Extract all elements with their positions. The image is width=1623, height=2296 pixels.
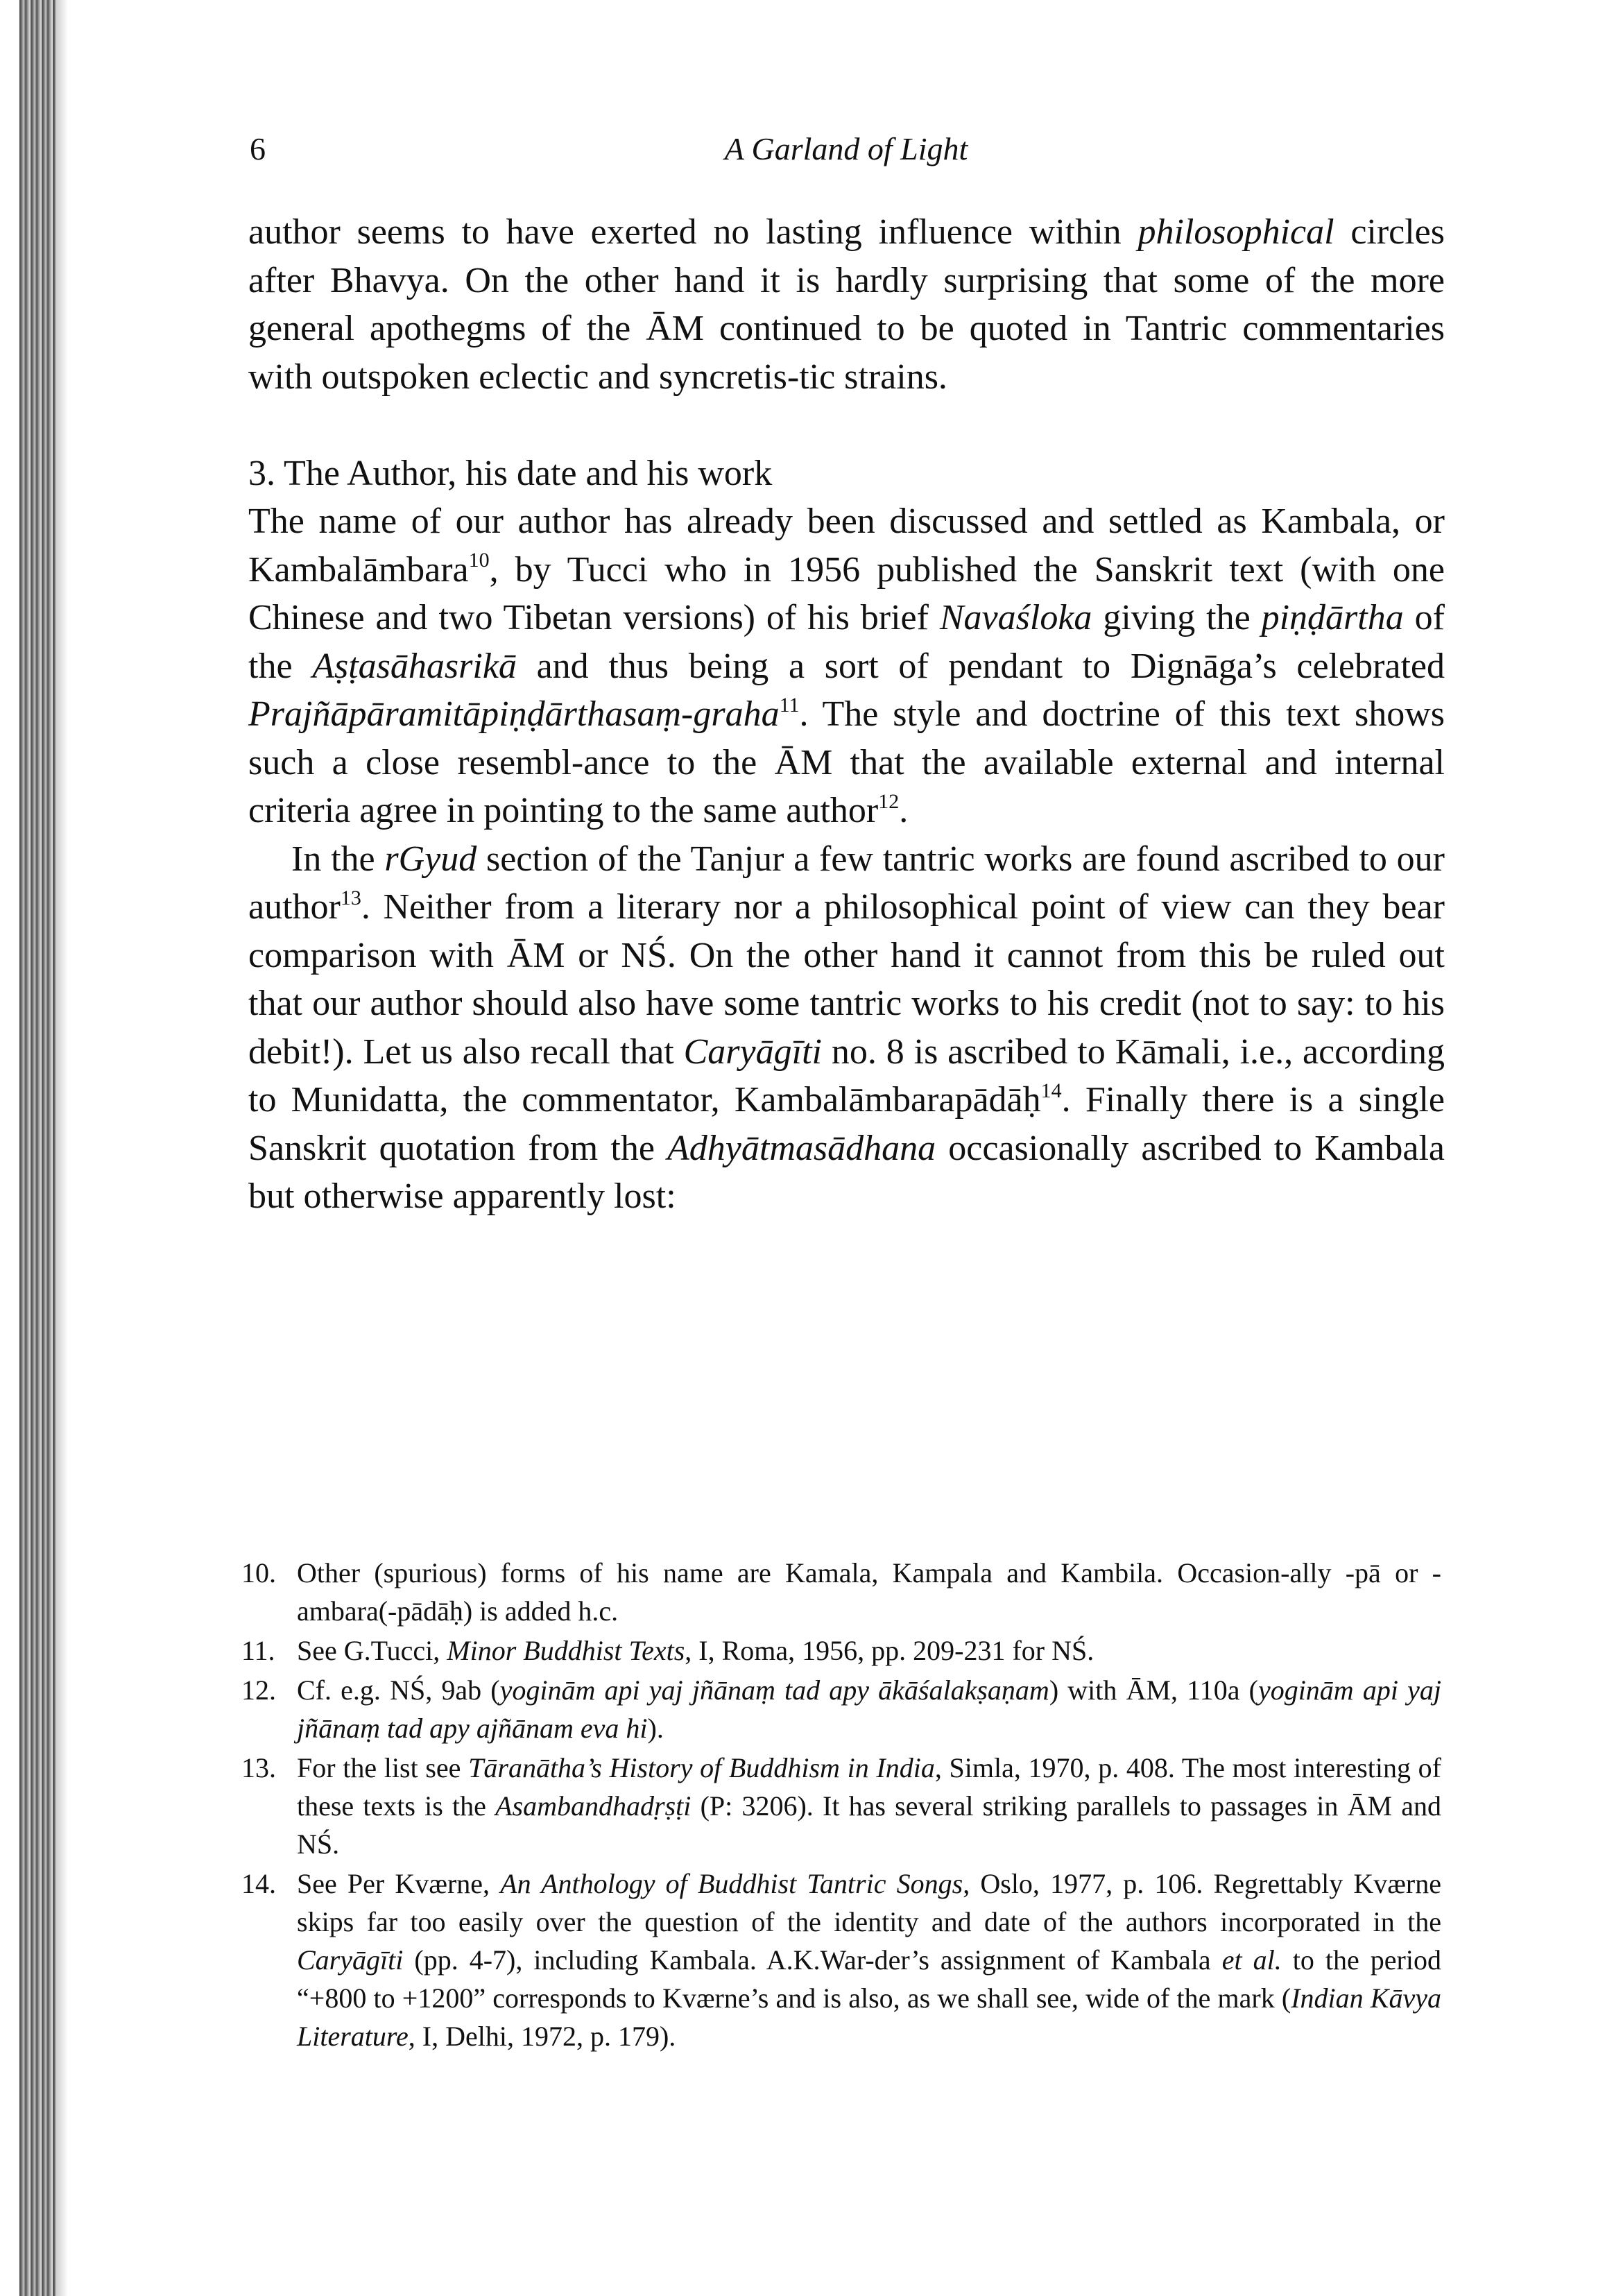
running-title: A Garland of Light [724, 131, 968, 166]
italic-text: Aṣṭasāhasrikā [312, 646, 517, 686]
footnote-ref: 10 [468, 549, 490, 572]
text-run: no. 8 is ascribed to Kāmali, i.e., according to Munidatta, the commentator, Kambalāmbarapādāḥ [248, 1031, 1445, 1120]
text-run: , Simla, 1970, p. 408. The most interesting of these texts is the [297, 1752, 1441, 1822]
italic-text: yoginām api yaj jñānaṃ tad apy ākāśalakṣaṇam [499, 1674, 1049, 1706]
italic-text: Adhyātmasādhana [667, 1128, 936, 1168]
footnote-13 [241, 1749, 1441, 1863]
footnote-ref: 12 [878, 789, 900, 813]
italic-text: piṇḍārtha [1261, 598, 1404, 637]
footnotes [241, 1554, 1441, 2057]
text-run: section of the Tanjur a few tantric works are found ascribed to our author [248, 839, 1445, 927]
footnote-number: 14. [241, 1868, 276, 1899]
text-run: to the period “+800 to +1200” corresponds to Kværne’s and is also, as we shall see, wide of the mark ( [297, 1944, 1441, 2014]
italic-text: rGyud [384, 839, 477, 879]
footnote-12 [241, 1671, 1441, 1747]
footnote-number: 12. [241, 1674, 276, 1706]
scan-binding-shadow [55, 0, 68, 2296]
text-run: The name of our author has already been discussed and settled as Kambala, or Kambalāmbara [248, 502, 1445, 590]
page-header [250, 130, 1443, 179]
italic-text: Caryāgīti [297, 1944, 404, 1976]
paragraph-1 [248, 208, 1445, 401]
footnote-number: 13. [241, 1752, 276, 1783]
footnote-10 [241, 1554, 1441, 1630]
text-run: ). [647, 1713, 664, 1744]
text-run: circles after Bhavya. On the other hand it is hardly surprising that some of the more general apothegms of the ĀM continued to be quoted in Tantric commentaries with outspoken eclectic and syncretis-tic strains. [248, 212, 1445, 397]
text-run: , by Tucci who in 1956 published the Sanskrit text (with one Chinese and two Tibetan versions) of his brief [248, 549, 1445, 637]
text-run: . Neither from a literary nor a philosophical point of view can they bear comparison with ĀM or NŚ. On the other hand it cannot from this be ruled out that our author should also have some tantric works to his credit (not to say: to his debit!). Let us also recall that [248, 887, 1445, 1072]
text-run: . Finally there is a single Sanskrit quotation from the [248, 1080, 1445, 1168]
italic-text: Caryāgīti [683, 1031, 822, 1072]
italic-text: An Anthology of Buddhist Tantric Songs [500, 1868, 963, 1899]
paragraph-3 [248, 835, 1445, 1221]
footnote-ref: 13 [340, 886, 361, 909]
page-number: 6 [250, 131, 266, 166]
text-run: Cf. e.g. NŚ, 9ab ( [297, 1674, 500, 1706]
text-run: (P: 3206). It has several striking parallels to passages in ĀM and NŚ. [297, 1790, 1442, 1860]
text-run: of the [248, 598, 1445, 686]
footnote-ref: 11 [779, 693, 800, 717]
paragraph-2 [248, 497, 1445, 835]
italic-text: Tāranātha’s History of Buddhism in India [468, 1752, 935, 1783]
italic-text: Minor Buddhist Texts [447, 1635, 685, 1666]
text-run: See Per Kværne, [297, 1868, 501, 1899]
text-run: . [899, 791, 909, 830]
text-run: See G.Tucci, [297, 1635, 447, 1666]
text-run: author seems to have exerted no lasting influence within [248, 212, 1138, 252]
footnote-ref: 14 [1040, 1079, 1062, 1102]
text-run: and thus being a sort of pendant to Dignāga’s celebrated [516, 646, 1445, 686]
text-run: occasionally ascribed to Kambala but otherwise apparently lost: [248, 1128, 1445, 1216]
text-run: For the list see [297, 1752, 469, 1783]
footnote-number: 10. [241, 1557, 276, 1588]
italic-text: et al. [1221, 1944, 1282, 1976]
main-text [248, 208, 1445, 1221]
italic-text: Navaśloka [939, 598, 1092, 637]
text-run: ) with ĀM, 110a ( [1049, 1674, 1258, 1706]
scan-binding-edge [19, 0, 55, 2296]
text-run: In the [291, 839, 385, 879]
italic-text: philosophical [1137, 212, 1334, 252]
section-heading: 3. The Author, his date and his work [248, 453, 773, 493]
text-run: . The style and doctrine of this text shows such a close resembl-ance to the ĀM that the available external and internal criteria agree in pointing to the same author [248, 694, 1445, 830]
italic-text: Prajñāpāramitāpiṇḍārthasaṃ-graha [248, 694, 780, 734]
text-run: , I, Delhi, 1972, p. 179). [408, 2021, 676, 2052]
text-run: , I, Roma, 1956, pp. 209-231 for NŚ. [685, 1635, 1094, 1666]
text-run: giving the [1092, 598, 1262, 637]
text-run: , Oslo, 1977, p. 106. Regrettably Kværne skips far too easily over the question of the identity and date of the authors incorporated in the [297, 1868, 1442, 1937]
footnote-14 [241, 1865, 1441, 2055]
text-run: Other (spurious) forms of his name are Kamala, Kampala and Kambila. Occasion-ally -pā or -ambara(-pādāḥ) is added h.c. [297, 1557, 1441, 1627]
text-run: (pp. 4-7), including Kambala. A.K.War-der’s assignment of Kambala [403, 1944, 1222, 1976]
italic-text: yoginām api yaj jñānaṃ tad apy ajñānam eva hi [297, 1674, 1441, 1744]
italic-text: Indian Kāvya Literature [297, 1982, 1441, 2052]
footnote-11 [241, 1631, 1441, 1670]
paragraph-gap [248, 401, 1445, 449]
italic-text: Asambandhadṛṣṭi [495, 1790, 692, 1822]
footnote-number: 11. [241, 1635, 275, 1666]
